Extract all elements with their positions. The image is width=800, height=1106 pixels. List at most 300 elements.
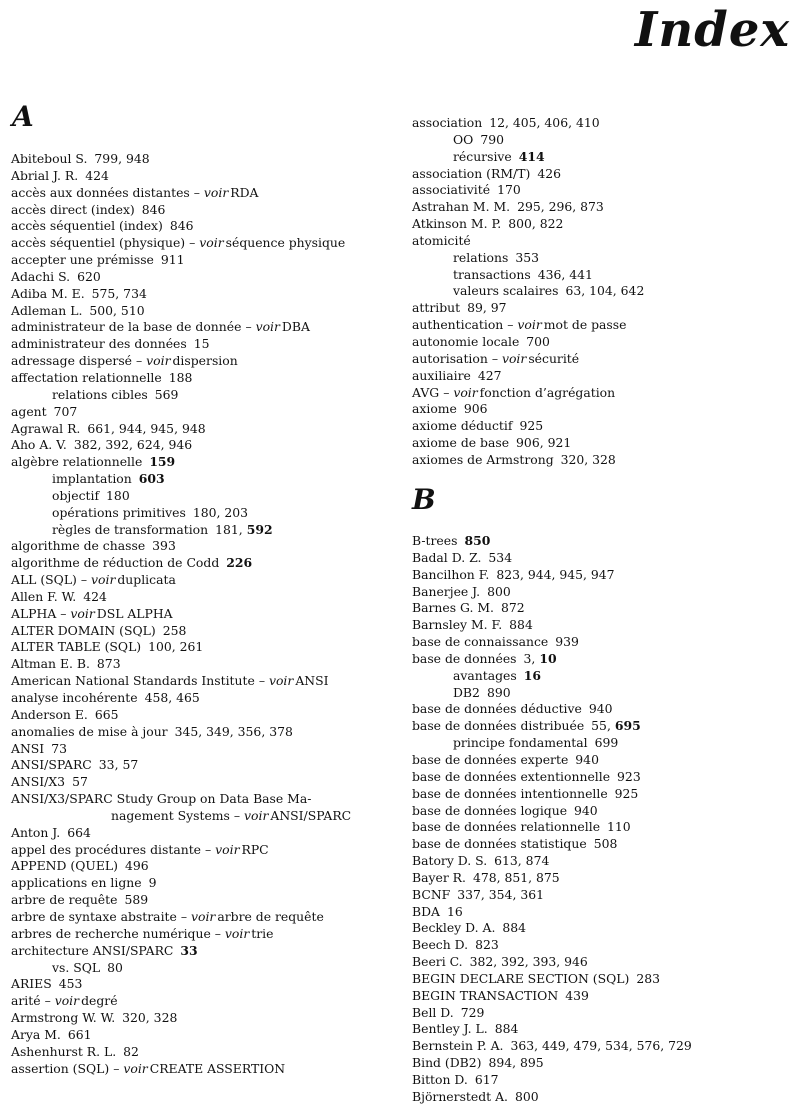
page-numbers: 925	[614, 785, 639, 801]
page-numbers: 661, 944, 945, 948	[87, 420, 206, 436]
page-numbers: 846	[141, 201, 166, 217]
index-entry	[11, 858, 396, 875]
index-term: autonomie locale	[412, 333, 520, 349]
index-term: Armstrong W. W.	[11, 1010, 116, 1026]
index-term: Barnes G. M.	[412, 600, 494, 616]
index-term: vs. SQL	[52, 959, 101, 975]
index-entry	[412, 752, 797, 769]
index-term: nagement Systems	[111, 807, 230, 823]
page-numbers: 884	[494, 1021, 519, 1037]
index-term: arbre de requête	[11, 892, 118, 908]
index-term: authentication	[412, 317, 504, 333]
index-term: agent	[11, 403, 47, 419]
index-term: base de données intentionnelle	[412, 785, 608, 801]
page-numbers: 353	[515, 249, 540, 265]
page-numbers: 534	[488, 549, 513, 565]
index-entry	[11, 909, 396, 926]
index-entry	[412, 368, 797, 385]
see-reference-target: RDA	[230, 184, 259, 200]
page-numbers: 89, 97	[467, 300, 507, 316]
page-numbers: 16	[447, 903, 463, 919]
see-reference-target: fonction d’agrégation	[479, 384, 616, 400]
see-reference-label: – voir	[507, 317, 542, 333]
index-entry	[11, 522, 396, 539]
index-entry	[412, 351, 797, 368]
index-term: autorisation	[412, 350, 488, 366]
page-numbers: 665	[94, 706, 119, 722]
index-term: arbres de recherche numérique	[11, 925, 211, 941]
index-entry	[412, 718, 797, 735]
index-term: relations	[453, 249, 509, 265]
page-numbers: 283	[636, 970, 660, 986]
index-term: transactions	[453, 266, 531, 282]
index-entry	[412, 166, 797, 183]
index-term: accès direct (index)	[11, 201, 135, 217]
index-entry	[11, 151, 396, 168]
index-list-a-continued	[412, 115, 797, 469]
page-numbers: 790	[480, 131, 504, 147]
index-entry	[412, 617, 797, 634]
index-entry	[11, 1010, 396, 1027]
index-entry	[412, 567, 797, 584]
page-numbers: 180, 203	[192, 504, 249, 520]
page-numbers: 613, 874	[494, 853, 550, 869]
index-entry	[11, 185, 396, 202]
page-numbers: 73	[51, 740, 67, 756]
index-entry	[11, 168, 396, 185]
index-term: appel des procédures distante	[11, 841, 202, 857]
index-entry	[11, 639, 396, 656]
page-numbers: 436, 441	[537, 266, 593, 282]
index-term: accès aux données distantes	[11, 184, 190, 200]
index-entry	[11, 387, 396, 404]
index-term: Beech D.	[412, 937, 469, 953]
index-entry	[412, 634, 797, 651]
index-entry	[11, 370, 396, 387]
see-reference-label: – voir	[205, 841, 240, 857]
index-term: axiome déductif	[412, 418, 513, 434]
see-reference-target: trie	[251, 925, 274, 941]
page-numbers: 393	[152, 538, 176, 554]
index-term: Adiba M. E.	[11, 285, 85, 301]
page-numbers: 940	[588, 701, 613, 717]
index-entry	[11, 960, 396, 977]
page-numbers: 453	[58, 976, 83, 992]
page-numbers: 707	[53, 403, 78, 419]
page-numbers: 699	[594, 735, 619, 751]
index-term: ARIES	[11, 976, 52, 992]
see-reference-target: ANSI/SPARC	[270, 807, 352, 823]
page-numbers: 295, 296, 873	[517, 199, 604, 215]
index-term: Bell D.	[412, 1004, 454, 1020]
index-entry	[412, 182, 797, 199]
index-entry	[11, 690, 396, 707]
index-term: affectation relationnelle	[11, 369, 162, 385]
page-numbers: 925	[519, 418, 544, 434]
index-term: Anderson E.	[11, 706, 88, 722]
page-numbers: 337, 354, 361	[457, 886, 544, 902]
index-term: Abiteboul S.	[11, 151, 88, 166]
see-reference-label: – voir	[113, 1060, 148, 1076]
index-term: DB2	[453, 684, 480, 700]
principal-page-number: 850	[464, 533, 491, 548]
index-entry	[412, 533, 797, 550]
see-reference-label: – voir	[214, 925, 250, 941]
page-numbers: 188	[168, 369, 193, 385]
principal-page-number: 16	[523, 667, 541, 683]
index-term: BDA	[412, 903, 440, 919]
index-entry	[11, 252, 396, 269]
page-numbers: 923	[617, 768, 641, 784]
index-entry	[412, 250, 797, 267]
page-numbers: 500, 510	[89, 302, 145, 318]
page-numbers: 823	[475, 937, 499, 953]
index-entry	[11, 353, 396, 370]
page-numbers: 15	[193, 336, 210, 352]
index-entry	[11, 943, 396, 960]
index-term: ALL (SQL)	[11, 572, 77, 588]
index-term: axiome de base	[412, 435, 510, 451]
index-term: adressage dispersé	[11, 353, 133, 369]
index-entry	[412, 267, 797, 284]
page-numbers: 424	[83, 588, 107, 604]
index-entry	[11, 286, 396, 303]
index-term: ALTER TABLE (SQL)	[11, 639, 142, 655]
index-entry	[11, 606, 396, 623]
page-numbers: 33, 57	[98, 757, 139, 773]
index-term: principe fondamental	[453, 735, 588, 751]
index-entry	[412, 685, 797, 702]
index-entry	[412, 904, 797, 921]
page-numbers: 180	[106, 487, 130, 503]
index-term: axiomes de Armstrong	[412, 451, 554, 467]
see-reference-label: – voir	[80, 572, 116, 588]
index-column-left	[11, 151, 396, 1077]
page-numbers: 799, 948	[94, 151, 150, 166]
index-term: associativité	[412, 182, 491, 198]
see-reference-label: – voir	[136, 353, 171, 369]
page-numbers: 800	[487, 583, 511, 599]
index-entry	[11, 404, 396, 421]
index-term: AVG	[412, 384, 440, 400]
index-term: algèbre relationnelle	[11, 454, 143, 470]
page-numbers: 823, 944, 945, 947	[496, 566, 615, 582]
page-numbers: 800	[514, 1088, 539, 1104]
index-term: algorithme de chasse	[11, 538, 146, 554]
see-reference-label: – voir	[443, 384, 478, 400]
principal-page-number: 592	[246, 521, 273, 537]
page-numbers: 63, 104, 642	[565, 283, 645, 299]
see-reference-label: – voir	[245, 319, 280, 335]
index-term: Bitton D.	[412, 1072, 468, 1087]
index-term: auxiliaire	[412, 367, 471, 383]
index-term: BEGIN TRANSACTION	[412, 987, 559, 1003]
page-numbers: 894, 895	[488, 1055, 544, 1071]
page-numbers: 424	[85, 167, 109, 183]
index-term: Agrawal R.	[11, 420, 81, 436]
page-numbers: 884	[502, 920, 527, 936]
index-entry	[412, 735, 797, 752]
index-term: atomicité	[412, 232, 471, 248]
index-term: Atkinson M. P.	[412, 216, 502, 232]
principal-page-number: 695	[614, 718, 641, 734]
principal-page-number: 33	[180, 942, 198, 958]
index-entry	[412, 971, 797, 988]
index-term: base de données relationnelle	[412, 819, 601, 835]
page-numbers: 427	[477, 367, 502, 383]
page-numbers: 664	[67, 824, 91, 840]
index-entry	[412, 1072, 797, 1089]
index-term: Bind (DB2)	[412, 1055, 482, 1071]
index-entry	[11, 336, 396, 353]
page-numbers: 426	[537, 165, 561, 181]
page-numbers: 800, 822	[508, 216, 564, 232]
index-term: avantages	[453, 667, 517, 683]
index-entry	[412, 1055, 797, 1072]
index-entry	[11, 926, 396, 943]
index-entry	[11, 437, 396, 454]
index-term: objectif	[52, 487, 100, 503]
page-numbers: 729	[460, 1004, 485, 1020]
index-entry	[11, 202, 396, 219]
page-numbers: 620	[77, 268, 101, 284]
index-entry	[11, 842, 396, 859]
index-term: Beckley D. A.	[412, 920, 496, 936]
index-term: base de données experte	[412, 751, 569, 767]
index-term: ANSI	[11, 740, 45, 756]
page-numbers: 890	[486, 684, 511, 700]
index-entry	[11, 538, 396, 555]
index-term: récursive	[453, 148, 512, 164]
page-numbers: 589	[124, 892, 149, 908]
index-term: base de connaissance	[412, 634, 549, 650]
see-reference-target: sécurité	[528, 350, 580, 366]
index-term: Allen F. W.	[11, 588, 77, 604]
principal-page-number: 10	[539, 650, 557, 666]
see-reference-target: RPC	[241, 841, 269, 857]
page-numbers: 9	[148, 875, 157, 891]
index-entry	[11, 303, 396, 320]
see-reference-target: ANSI	[295, 673, 329, 689]
see-reference-label: – voir	[180, 908, 216, 924]
index-term: administrateur de la base de donnée	[11, 319, 242, 335]
page-numbers: 320, 328	[122, 1010, 178, 1026]
index-term: Bentley J. L.	[412, 1021, 488, 1037]
index-entry	[412, 819, 797, 836]
index-entry	[412, 401, 797, 418]
index-term: B-trees	[412, 533, 458, 548]
index-entry	[11, 471, 396, 488]
index-entry	[11, 235, 396, 252]
index-entry	[11, 707, 396, 724]
page-numbers: 320, 328	[560, 451, 616, 467]
see-reference-label: – voir	[189, 235, 224, 251]
page-numbers: 939	[555, 634, 579, 650]
index-term: BCNF	[412, 886, 451, 902]
index-entry	[412, 334, 797, 351]
page-numbers: 382, 392, 624, 946	[73, 437, 193, 453]
index-term: Aho A. V.	[11, 437, 67, 453]
index-term: accès séquentiel (physique)	[11, 235, 186, 251]
index-entry	[11, 976, 396, 993]
page-numbers: 439	[565, 987, 589, 1003]
index-list-b	[412, 533, 797, 1106]
see-reference-label: – voir	[44, 993, 80, 1009]
index-term: ANSI/X3/SPARC Study Group on Data Base Ma-	[11, 791, 312, 807]
index-term: analyse incohérente	[11, 690, 138, 705]
index-term: valeurs scalaires	[453, 283, 559, 299]
index-term: Bayer R.	[412, 869, 466, 885]
index-entry	[412, 887, 797, 904]
see-reference-target: séquence physique	[225, 235, 346, 251]
section-letter-b: B	[412, 483, 436, 516]
section-letter-a: A	[12, 100, 34, 133]
index-column-right	[412, 115, 797, 1104]
index-entry	[412, 300, 797, 317]
page-numbers: 80	[107, 959, 123, 975]
index-term: attribut	[412, 300, 461, 316]
index-term: Beeri C.	[412, 954, 463, 970]
index-entry	[412, 283, 797, 300]
index-term: Bancilhon F.	[412, 566, 490, 582]
index-entry	[412, 584, 797, 601]
index-term: Barnsley M. F.	[412, 617, 503, 633]
principal-page-number: 159	[149, 454, 176, 470]
index-entry	[412, 920, 797, 937]
index-term: applications en ligne	[11, 875, 142, 891]
index-entry	[412, 418, 797, 435]
page-numbers: 575, 734	[91, 285, 147, 301]
page-numbers: 3,	[523, 650, 536, 666]
principal-page-number: 226	[226, 555, 253, 571]
index-term: BEGIN DECLARE SECTION (SQL)	[412, 970, 630, 986]
index-entry	[412, 115, 797, 132]
page-numbers: 508	[593, 836, 618, 852]
index-entry	[412, 550, 797, 567]
index-entry	[11, 623, 396, 640]
index-term: architecture ANSI/SPARC	[11, 942, 174, 958]
index-term: ANSI/SPARC	[11, 757, 92, 773]
page-numbers: 12, 405, 406, 410	[489, 115, 600, 130]
see-reference-target: dispersion	[172, 353, 238, 369]
index-term: accepter une prémisse	[11, 252, 154, 268]
index-entry	[11, 505, 396, 522]
page-numbers: 940	[574, 802, 598, 818]
page-numbers: 478, 851, 875	[472, 869, 560, 885]
index-term: Banerjee J.	[412, 583, 481, 599]
page-numbers: 884	[509, 617, 533, 633]
index-entry	[412, 1005, 797, 1022]
see-reference-target: DBA	[281, 319, 310, 335]
page-numbers: 57	[72, 774, 88, 790]
page-numbers: 872	[501, 600, 525, 616]
index-entry	[11, 774, 396, 791]
page-numbers: 345, 349, 356, 378	[174, 723, 293, 739]
page-numbers: 846	[169, 218, 194, 234]
index-term: Adleman L.	[11, 302, 83, 318]
index-term: algorithme de réduction de Codd	[11, 555, 220, 571]
index-term: règles de transformation	[52, 521, 209, 537]
index-entry	[412, 385, 797, 402]
index-term: Ashenhurst R. L.	[11, 1043, 117, 1059]
page-numbers: 110	[607, 819, 631, 835]
index-term: axiome	[412, 401, 457, 417]
see-reference-target: DSL ALPHA	[96, 605, 173, 621]
page-numbers: 181,	[215, 521, 243, 537]
index-entry	[412, 435, 797, 452]
index-term: Björnerstedt A.	[412, 1088, 508, 1104]
index-entry	[412, 769, 797, 786]
see-reference-target: duplicata	[117, 572, 176, 588]
index-term: Badal D. Z.	[412, 549, 482, 565]
index-term: base de données extentionnelle	[412, 768, 611, 784]
index-entry	[412, 668, 797, 685]
page-numbers: 458, 465	[144, 690, 200, 705]
index-entry	[11, 269, 396, 286]
index-entry	[412, 836, 797, 853]
index-entry	[11, 218, 396, 235]
page-numbers: 617	[474, 1072, 499, 1087]
page-numbers: 363, 449, 479, 534, 576, 729	[510, 1038, 692, 1054]
index-term: Batory D. S.	[412, 853, 488, 869]
index-term: base de données distribuée	[412, 718, 585, 734]
index-term: Anton J.	[11, 824, 61, 840]
see-reference-target: mot de passe	[543, 317, 627, 333]
page-numbers: 258	[162, 622, 187, 638]
index-entry	[11, 808, 396, 825]
index-entry	[11, 1044, 396, 1061]
index-entry	[412, 132, 797, 149]
page-title: Index	[634, 2, 790, 58]
index-entry	[412, 870, 797, 887]
index-term: ALPHA	[11, 605, 57, 621]
principal-page-number: 414	[518, 148, 545, 164]
page-numbers: 911	[160, 252, 185, 268]
index-term: base de données déductive	[412, 701, 582, 717]
index-entry	[412, 233, 797, 250]
index-entry	[412, 853, 797, 870]
page-numbers: 569	[154, 386, 179, 402]
see-reference-target: CREATE ASSERTION	[149, 1060, 286, 1076]
index-entry	[11, 1027, 396, 1044]
index-entry	[11, 892, 396, 909]
index-entry	[11, 993, 396, 1010]
index-entry	[412, 701, 797, 718]
see-reference-target: degré	[81, 993, 118, 1009]
index-term: association	[412, 115, 483, 130]
index-term: relations cibles	[52, 386, 148, 402]
index-entry	[412, 1089, 797, 1106]
index-entry	[11, 421, 396, 438]
index-entry	[412, 988, 797, 1005]
index-entry	[11, 454, 396, 471]
index-entry	[11, 741, 396, 758]
index-term: arbre de syntaxe abstraite	[11, 908, 177, 924]
index-entry	[412, 954, 797, 971]
index-entry	[412, 600, 797, 617]
index-term: ALTER DOMAIN (SQL)	[11, 622, 156, 638]
index-term: Altman E. B.	[11, 656, 90, 672]
index-entry	[412, 149, 797, 166]
page-numbers: 100, 261	[148, 639, 204, 655]
index-term: opérations primitives	[52, 504, 186, 520]
index-entry	[412, 199, 797, 216]
page-numbers: 55,	[591, 718, 611, 734]
page-numbers: 940	[575, 751, 599, 767]
see-reference-label: – voir	[193, 184, 229, 200]
index-entry	[11, 875, 396, 892]
index-term: Astrahan M. M.	[412, 199, 511, 215]
